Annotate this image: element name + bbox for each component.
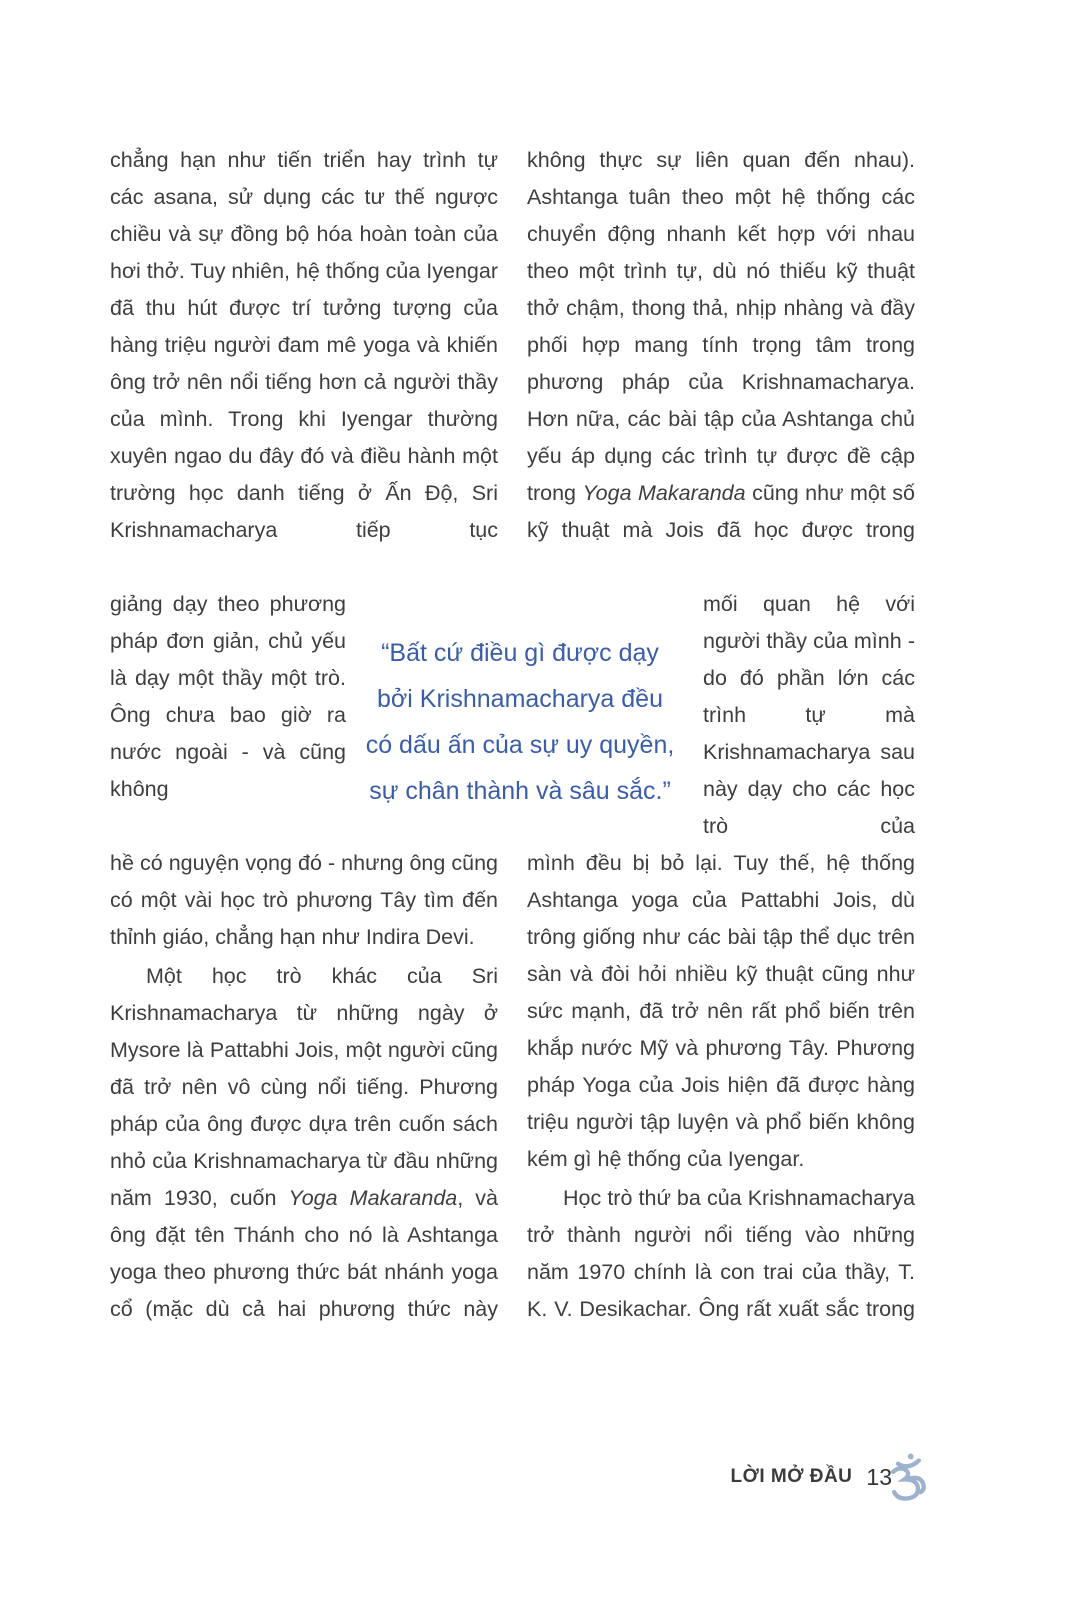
footer-section-label: LỜI MỞ ĐẦU bbox=[730, 1466, 853, 1487]
text-segment: chẳng hạn như tiến triển hay trình tự các asana, sử dụng các tư thế ngược chiều và sự đồng bộ hóa hoàn toàn của hơi thở. Tuy nhiên, hệ thống của Iyengar đã thu hút được trí tưởng tượng của hàng triệu người đam mê yoga và khiến ông trở nên nổi tiếng hơn cả người thầy của mình. Trong khi Iyengar thường xuyên ngao du đây đó và điều hành một trường học danh tiếng ở Ấn Độ, Sri Krishnamacharya tiếp tục bbox=[110, 148, 498, 542]
pull-quote-line: có dấu ấn của sự uy quyền, bbox=[365, 731, 675, 759]
pull-quote bbox=[346, 630, 694, 814]
page-footer bbox=[0, 1452, 1073, 1502]
text-segment bbox=[527, 142, 915, 586]
text-segment: hề có nguyện vọng đó - nhưng ông cũng có một vài học trò phương Tây tìm đến thỉnh giáo, chẳng hạn như Indira Devi. bbox=[110, 851, 498, 949]
text-run: không thực sự liên quan đến nhau). Ashtanga tuân theo một hệ thống các chuyển động nhanh kết hợp với nhau theo một trình tự, dù nó thiếu kỹ thuật thở chậm, thong thả, nhịp nhàng và đầy phối hợp mang tính trọng tâm trong phương pháp của Krishnamacharya. Hơn nữa, các bài tập của Ashtanga chủ yếu áp dụng các trình tự được đề cập trong bbox=[527, 148, 915, 505]
text-run: Một học trò khác của Sri Krishnamacharya từ những ngày ở Mysore là Pattabhi Jois, một người cũng đã trở nên vô cùng nổi tiếng. Phương pháp của ông được dựa trên cuốn sách nhỏ của Krishnamacharya từ đầu những năm 1930, cuốn bbox=[110, 964, 498, 1210]
book-title-italic: Yoga Makaranda bbox=[582, 481, 746, 505]
text-segment-wrap-left: giảng dạy theo phương pháp đơn giản, chủ yếu là dạy một thầy một trò. Ông chưa bao giờ ra nước ngoài - và cũng không bbox=[110, 592, 346, 801]
pull-quote-line: “Bất cứ điều gì được dạy bbox=[381, 639, 659, 667]
text-segment: mình đều bị bỏ lại. Tuy thế, hệ thống Ashtanga yoga của Pattabhi Jois, dù trông giống như các bài tập thể dục trên sàn và đòi hỏi nhiều kỹ thuật cũng như sức mạnh, đã trở nên rất phổ biến trên khắp nước Mỹ và phương Tây. Phương pháp Yoga của Jois hiện đã được hàng triệu người tập luyện và phổ biến không kém gì hệ thống của Iyengar. bbox=[527, 851, 915, 1171]
book-title-italic: Yoga Makaranda bbox=[288, 1186, 458, 1210]
text-run: cũng như một số kỹ thuật mà Jois đã học được trong bbox=[527, 481, 916, 542]
pull-quote-line: bởi Krishnamacharya đều bbox=[377, 685, 663, 713]
text-segment-wrap-right: mối quan hệ với người thầy của mình - do đó phần lớn các trình tự mà Krishnamacharya sau này dạy cho các học trò của bbox=[703, 592, 915, 838]
paragraph bbox=[110, 958, 498, 1328]
text-run: , và ông đặt tên Thánh cho nó là Ashtanga yoga theo phương thức bát nhánh yoga cổ (mặc dù cả hai phương thức này bbox=[110, 1186, 499, 1321]
paragraph: Học trò thứ ba của Krishnamacharya trở thành người nổi tiếng vào những năm 1970 chính là con trai của thầy, T. K. V. Desikachar. Ông rất xuất sắc trong bbox=[527, 1186, 915, 1321]
footer-page-number: 13 bbox=[866, 1463, 892, 1490]
pull-quote-line: sự chân thành và sâu sắc.” bbox=[369, 777, 671, 805]
